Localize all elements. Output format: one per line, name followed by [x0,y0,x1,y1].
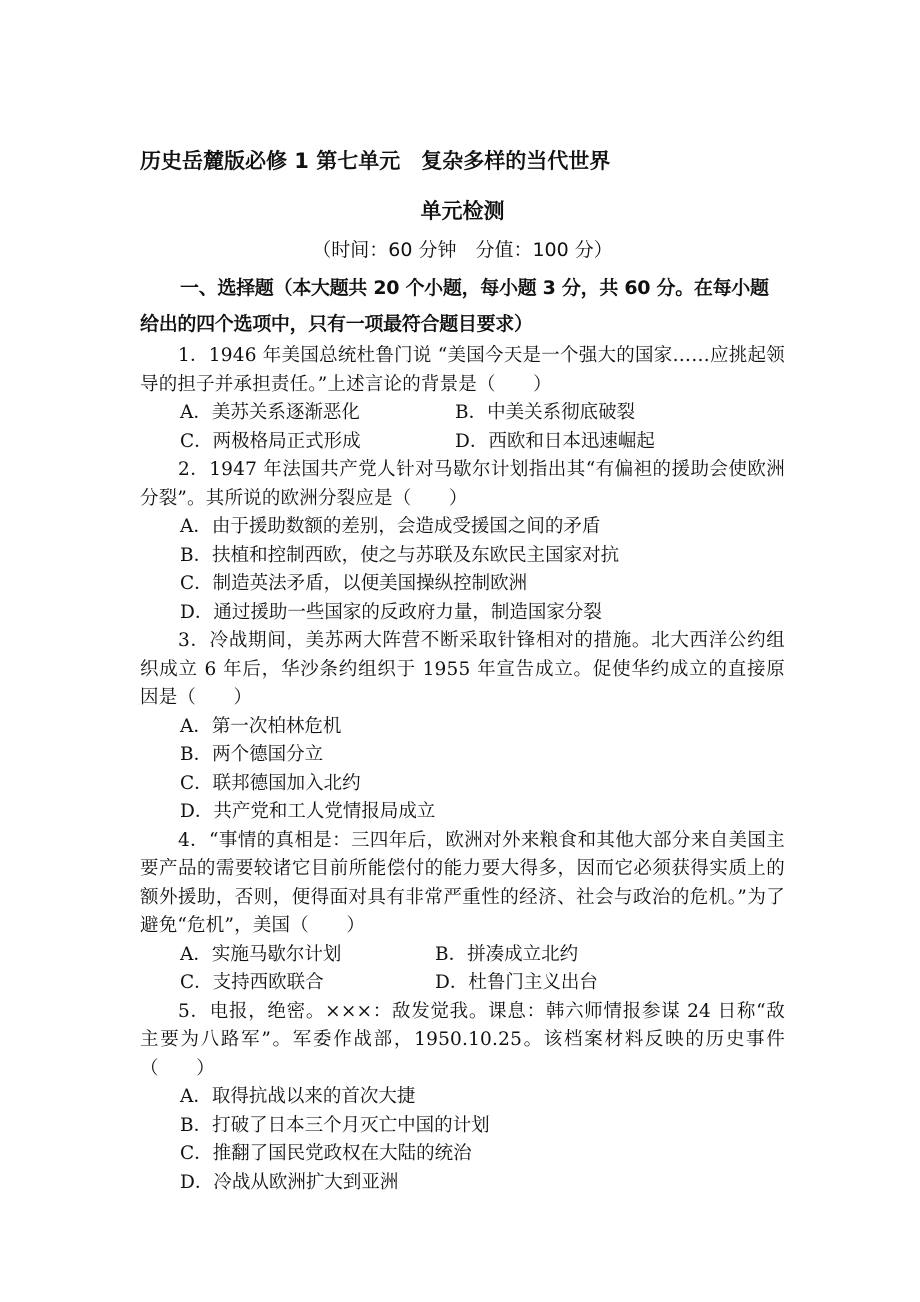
option-c: C．支持西欧联合 [180,972,324,993]
option-row [140,969,785,998]
option-row [140,428,785,457]
question-stem: 2．1947 年法国共产党人针对马歇尔计划指出其“有偏袒的援助会使欧洲分裂”。其所说的欧洲分裂应是（ ） [140,459,785,509]
option-a: A．第一次柏林危机 [180,715,342,737]
question-5 [140,998,785,1198]
option-c: C．联邦德国加入北约 [180,772,361,794]
option-c: C．两极格局正式形成 [180,430,361,452]
question-3 [140,627,785,827]
option-b: B．中美关系彻底破裂 [455,402,636,423]
question-4 [140,827,785,998]
option-a: A．取得抗战以来的首次大捷 [180,1086,416,1107]
option-d: D．共产党和工人党情报局成立 [180,801,436,822]
option-a: A．美苏关系逐渐恶化 [180,402,360,423]
option-d: D．通过援助一些国家的反政府力量，制造国家分裂 [180,601,602,623]
time-score-info: （时间：60 分钟 分值：100 分） [312,239,613,261]
option-d: D．西欧和日本迅速崛起 [455,430,655,452]
question-stem: 3．冷战期间，美苏两大阵营不断采取针锋相对的措施。北大西洋公约组织成立 6 年后，华沙条约组织于 1955 年宣告成立。促使华约成立的直接原因是（ ） [140,630,785,708]
option-c: C．推翻了国民党政权在大陆的统治 [180,1143,472,1164]
question-1 [140,342,785,456]
option-b: B．拼凑成立北约 [435,943,579,965]
question-2 [140,456,785,627]
document-subtitle: 单元检测 [420,199,505,223]
option-d: D．冷战从欧洲扩大到亚洲 [180,1171,399,1193]
question-stem: 1．1946 年美国总统杜鲁门说 “美国今天是一个强大的国家……应挑起领导的担子并承担责任。”上述言论的背景是（ ） [140,345,785,395]
option-row [140,941,785,970]
question-stem: 4．“事情的真相是：三四年后，欧洲对外来粮食和其他大部分来自美国主要产品的需要较诸它目前所能偿付的能力要大得多，因而它必须获得实质上的额外援助，否则，便得面对具有非常严重性的经济、社会与政治的危机。”为了避免“危机”，美国（ ） [140,829,785,936]
option-b: B．打破了日本三个月灭亡中国的计划 [180,1114,490,1136]
option-b: B．两个德国分立 [180,744,324,765]
option-b: B．扶植和控制西欧，使之与苏联及东欧民主国家对抗 [180,544,620,566]
option-c: C．制造英法矛盾，以便美国操纵控制欧洲 [180,573,528,594]
section-heading: 一、选择题（本大题共 20 个小题，每小题 3 分，共 60 分。在每小题给出的四个选项中，只有一项最符合题目要求） [140,277,769,335]
option-d: D．杜鲁门主义出台 [435,972,598,993]
option-a: A．实施马歇尔计划 [180,943,342,965]
document-title: 历史岳麓版必修 1 第七单元 复杂多样的当代世界 [140,149,611,173]
option-row [140,399,785,428]
question-stem: 5．电报，绝密。×××：敌发觉我。课息：韩六师情报参谋 24 日称“敌主要为八路军”。军委作战部，1950.10.25。该档案材料反映的历史事件（ ） [140,1000,785,1079]
document-page [140,146,785,1197]
option-a: A．由于援助数额的差别，会造成受援国之间的矛盾 [180,516,601,537]
